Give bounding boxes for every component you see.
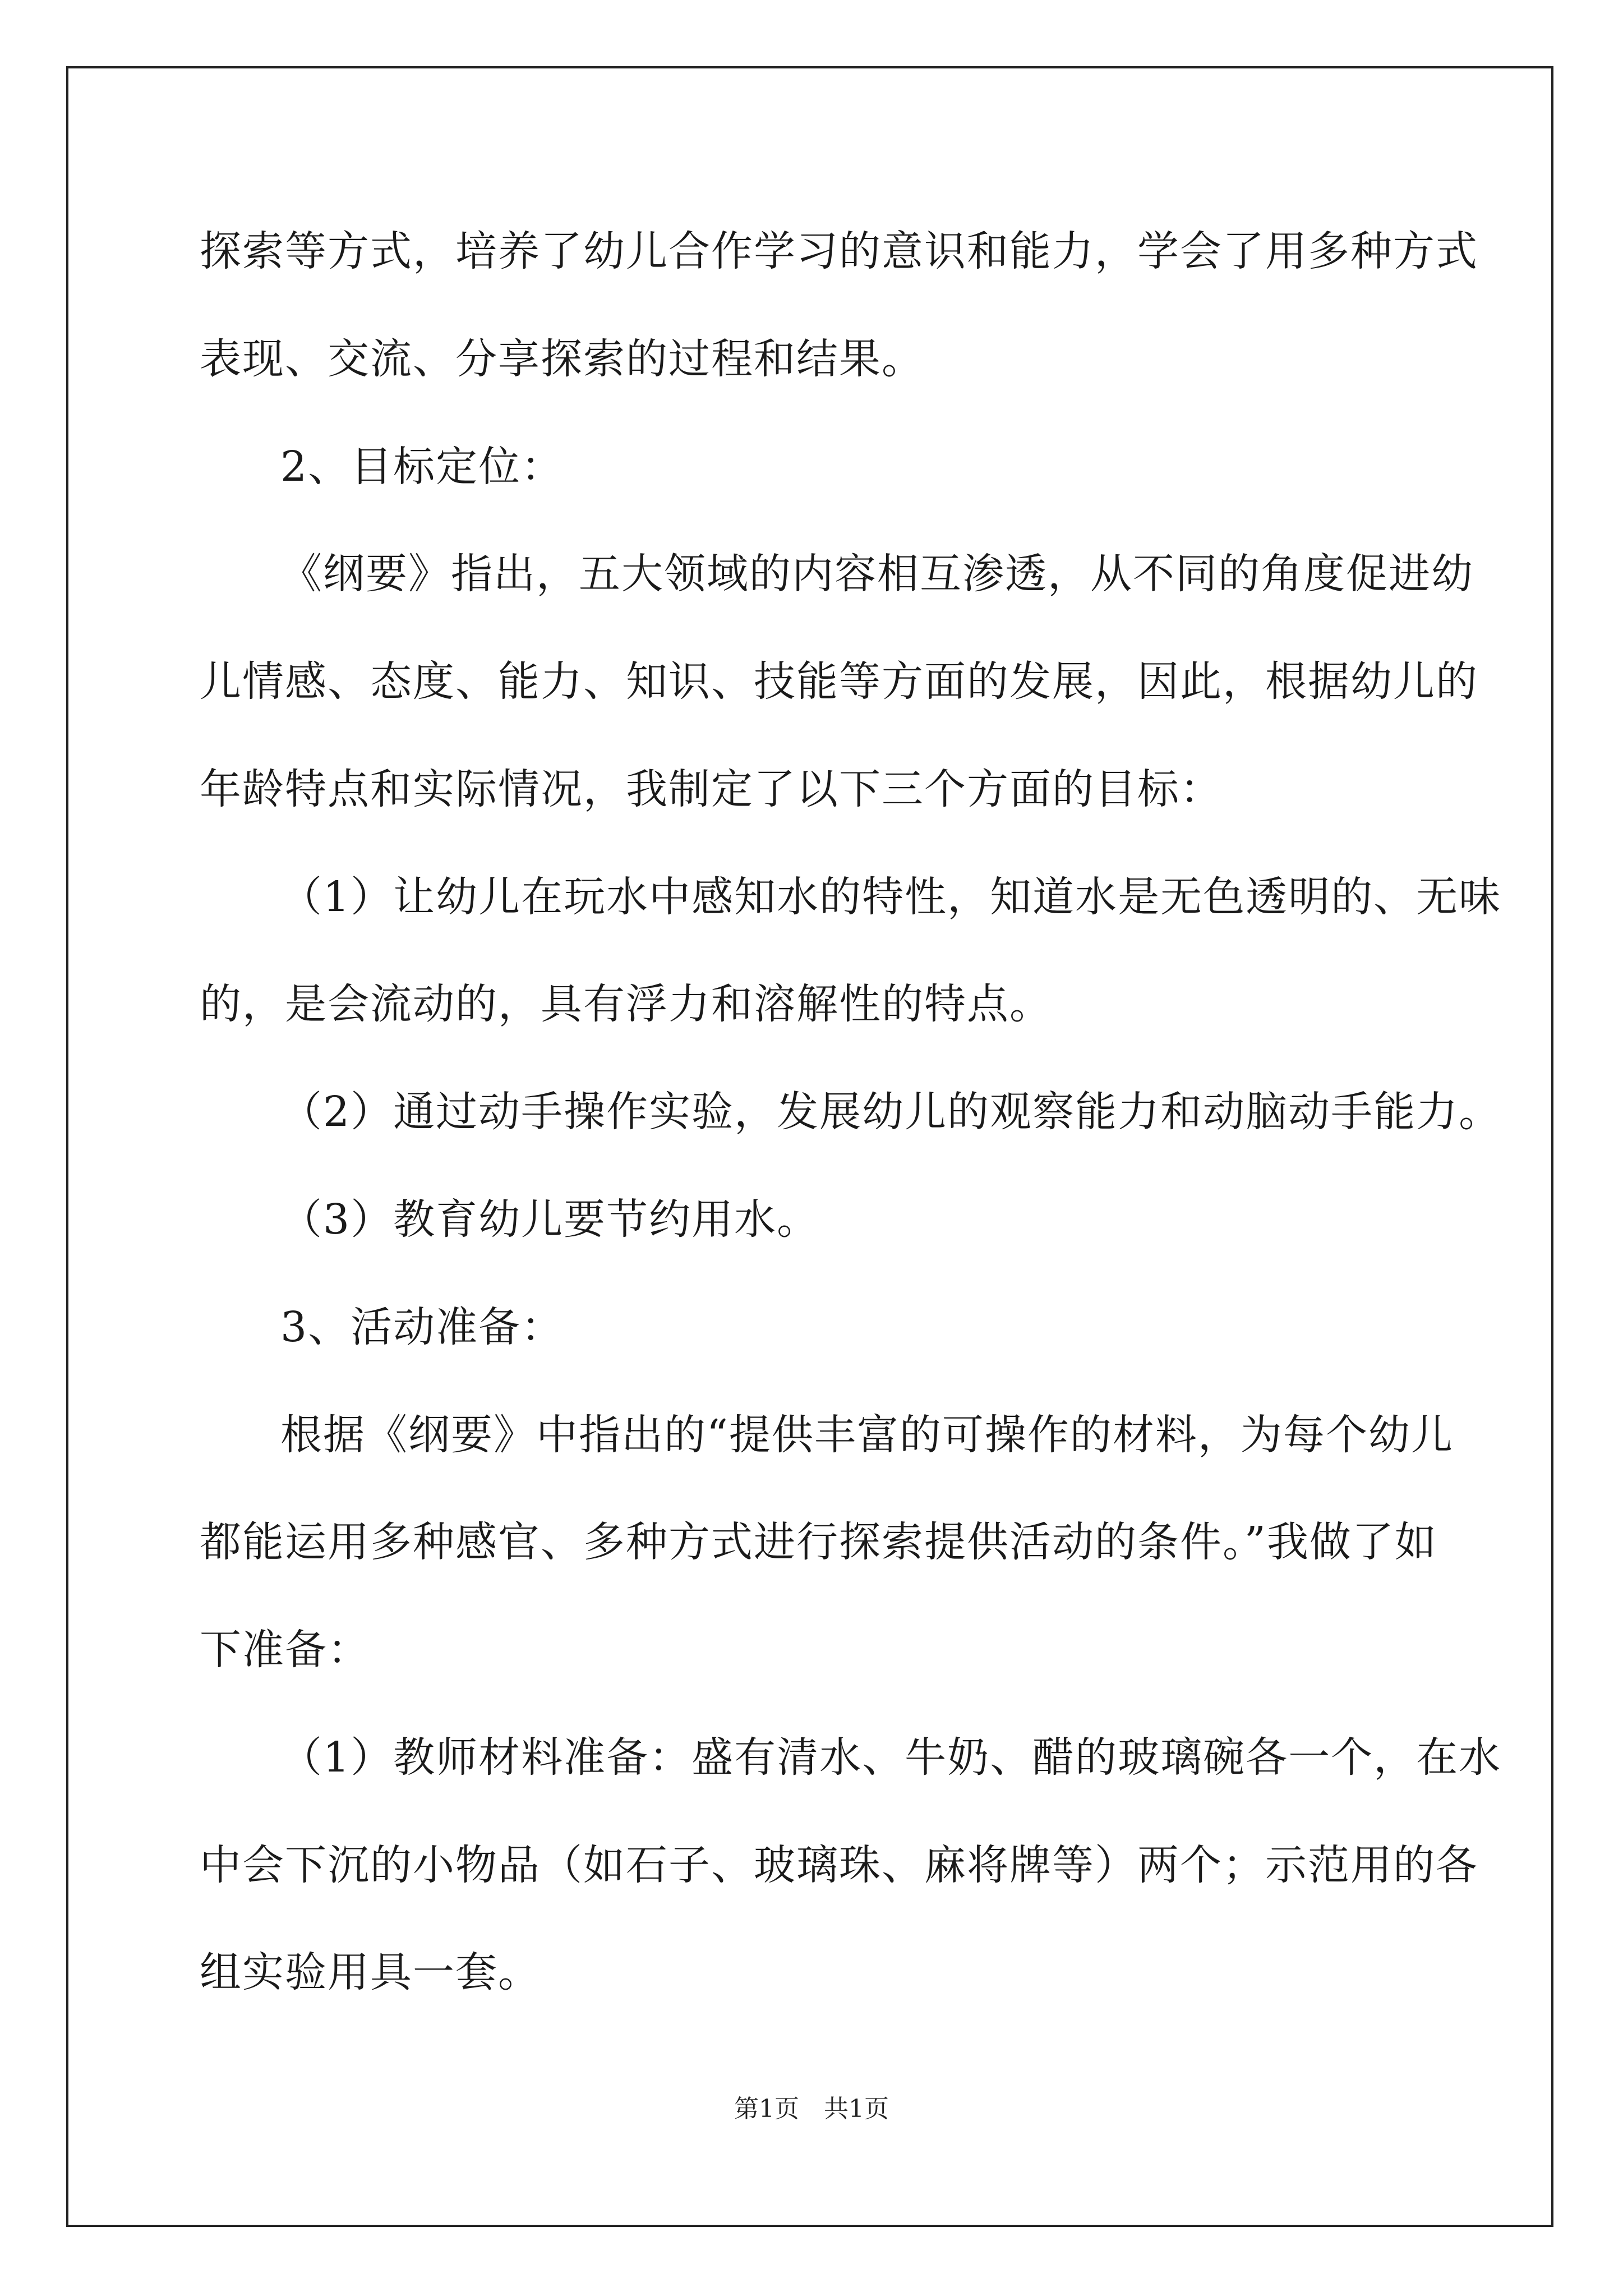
text-line: 表现、交流、分享探索的过程和结果。 — [200, 335, 924, 383]
text-line: 《纲要》指出，五大领域的内容相互渗透，从不同的角度促进幼 — [280, 550, 1474, 598]
text-line: 都能运用多种感官、多种方式进行探索提供活动的条件。”我做了如 — [200, 1518, 1437, 1566]
text-line: 中会下沉的小物品（如石子、玻璃珠、麻将牌等）两个；示范用的各 — [200, 1841, 1478, 1889]
page-border — [66, 66, 1553, 2227]
text-line: 儿情感、态度、能力、知识、技能等方面的发展，因此，根据幼儿的 — [200, 657, 1478, 706]
text-line: 年龄特点和实际情况，我制定了以下三个方面的目标： — [200, 765, 1223, 813]
text-line: 组实验用具一套。 — [200, 1948, 541, 1996]
text-line: 根据《纲要》中指出的“提供丰富的可操作的材料，为每个幼儿 — [280, 1411, 1454, 1459]
section-heading: 3、活动准备： — [280, 1303, 564, 1351]
text-line: 的，是会流动的，具有浮力和溶解性的特点。 — [200, 980, 1052, 1028]
text-line: （1）让幼儿在玩水中感知水的特性，知道水是无色透明的、无味 — [280, 873, 1502, 921]
text-line: 探索等方式，培养了幼儿合作学习的意识和能力，学会了用多种方式 — [200, 227, 1478, 275]
text-line: （2）通过动手操作实验，发展幼儿的观察能力和动脑动手能力。 — [280, 1088, 1502, 1136]
text-line: 下准备： — [200, 1626, 370, 1674]
text-line: （3）教育幼儿要节约用水。 — [280, 1195, 820, 1244]
page-footer: 第1页 共1页 — [734, 2095, 889, 2123]
section-heading: 2、目标定位： — [280, 443, 564, 491]
text-line: （1）教师材料准备：盛有清水、牛奶、醋的玻璃碗各一个，在水 — [280, 1733, 1502, 1782]
